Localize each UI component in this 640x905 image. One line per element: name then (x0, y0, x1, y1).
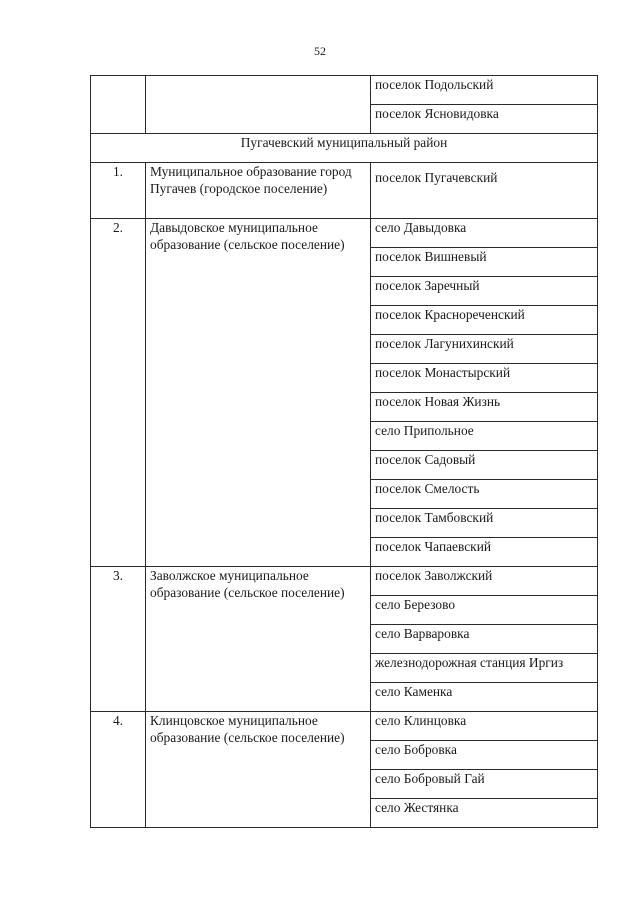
settlement-cell: поселок Подольский (371, 76, 598, 105)
settlement-name: село Давыдовка (371, 219, 598, 248)
municipality-number: 4. (91, 712, 146, 828)
settlement-name: поселок Заречный (371, 277, 598, 306)
municipality-name: Заволжское муниципальное образование (сельское поселение) (146, 567, 371, 712)
municipality-number: 1. (91, 163, 146, 219)
municipality-number: 3. (91, 567, 146, 712)
table-row (91, 712, 598, 741)
settlement-name: поселок Пугачевский (371, 163, 598, 219)
settlement-name: поселок Монастырский (371, 364, 598, 393)
settlement-name: железнодорожная станция Иргиз (371, 654, 598, 683)
district-title: Пугачевский муниципальный район (91, 134, 598, 163)
municipality-name: Давыдовское муниципальное образование (сельское поселение) (146, 219, 371, 567)
district-row (91, 134, 598, 163)
settlement-name: поселок Садовый (371, 451, 598, 480)
table-row (91, 76, 598, 105)
municipality-cell (146, 76, 371, 134)
settlement-name: село Варваровка (371, 625, 598, 654)
settlement-name: село Припольное (371, 422, 598, 451)
municipality-name: Клинцовское муниципальное образование (сельское поселение) (146, 712, 371, 828)
settlement-name: село Каменка (371, 683, 598, 712)
settlement-name: поселок Новая Жизнь (371, 393, 598, 422)
settlement-name: поселок Чапаевский (371, 538, 598, 567)
settlement-name: село Клинцовка (371, 712, 598, 741)
settlement-name: поселок Краснореченский (371, 306, 598, 335)
settlements-table (90, 75, 598, 828)
table-body (91, 76, 598, 828)
settlement-name: поселок Лагунихинский (371, 335, 598, 364)
number-cell (91, 76, 146, 134)
settlement-name: поселок Смелость (371, 480, 598, 509)
settlement-name: село Бобровка (371, 741, 598, 770)
settlement-name: поселок Тамбовский (371, 509, 598, 538)
table-row (91, 163, 598, 219)
settlement-name: поселок Заволжский (371, 567, 598, 596)
settlement-name: село Березово (371, 596, 598, 625)
settlement-name: село Жестянка (371, 799, 598, 828)
settlement-name: село Бобровый Гай (371, 770, 598, 799)
table-row (91, 219, 598, 248)
municipality-number: 2. (91, 219, 146, 567)
table-row (91, 567, 598, 596)
municipality-name: Муниципальное образование город Пугачев (городское поселение) (146, 163, 371, 219)
settlement-cell: поселок Ясновидовка (371, 105, 598, 134)
settlement-name: поселок Вишневый (371, 248, 598, 277)
page-number: 52 (314, 44, 326, 58)
